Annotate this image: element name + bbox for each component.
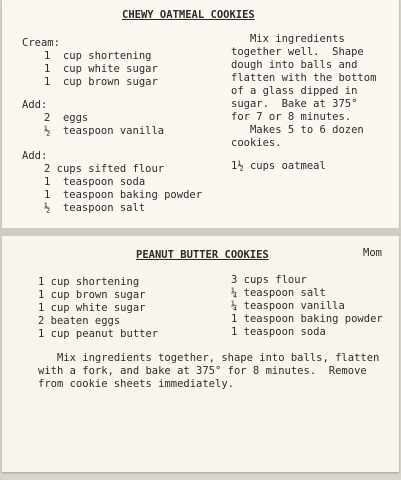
ingredient-line: 1 cup peanut butter [38,328,159,340]
directions-line: together well. Shape [231,46,364,58]
directions-line: Mix ingredients [231,33,345,45]
card-divider [0,228,401,236]
ingredient-line: 1½ cups oatmeal [231,160,326,172]
ingredient-line: ¼ teaspoon salt [231,287,326,299]
directions-line: dough into balls and [231,59,358,71]
ingredient-line: 1 teaspoon baking powder [44,189,203,201]
oatmeal-cookies-card [2,0,399,228]
recipe-title: PEANUT BUTTER COOKIES [136,249,269,261]
ingredient-line: 1 teaspoon soda [231,326,326,338]
ingredient-line: 3 cups flour [231,274,307,286]
add-label: Add: [22,150,48,162]
cream-label: Cream: [22,37,60,49]
ingredient-line: 1 teaspoon soda [44,176,146,188]
ingredient-line: 1 teaspoon baking powder [231,313,383,325]
ingredient-line: 1 cup shortening [38,276,140,288]
directions-line: of a glass dipped in [231,85,358,97]
ingredient-line: 1 cup white sugar [44,63,158,75]
ingredient-line: 1 cup brown sugar [44,76,158,88]
peanut-butter-cookies-card [2,236,399,472]
ingredient-line: ½ teaspoon salt [44,202,146,214]
recipe-attribution: Mom [363,247,382,259]
directions-line: with a fork, and bake at 375° for 8 minutes. Remove [38,365,367,377]
recipe-title: CHEWY OATMEAL COOKIES [122,9,255,21]
ingredient-line: ¼ teaspoon vanilla [231,300,345,312]
add-label: Add: [22,99,48,111]
ingredient-line: 2 beaten eggs [38,315,121,327]
ingredient-line: 1 cup white sugar [38,302,146,314]
directions-line: for 7 or 8 minutes. [231,111,352,123]
directions-line: Makes 5 to 6 dozen [231,124,364,136]
directions-line: flatten with the bottom [231,72,377,84]
ingredient-line: 2 cups sifted flour [44,163,165,175]
directions-line: sugar. Bake at 375° [231,98,358,110]
directions-line: Mix ingredients together, shape into balls, flatten [38,352,380,364]
ingredient-line: 1 cup shortening [44,50,152,62]
ingredient-line: 1 cup brown sugar [38,289,146,301]
directions-line: from cookie sheets immediately. [38,378,234,390]
ingredient-line: 2 eggs [44,112,89,124]
ingredient-line: ½ teaspoon vanilla [44,125,165,137]
directions-line: cookies. [231,137,282,149]
